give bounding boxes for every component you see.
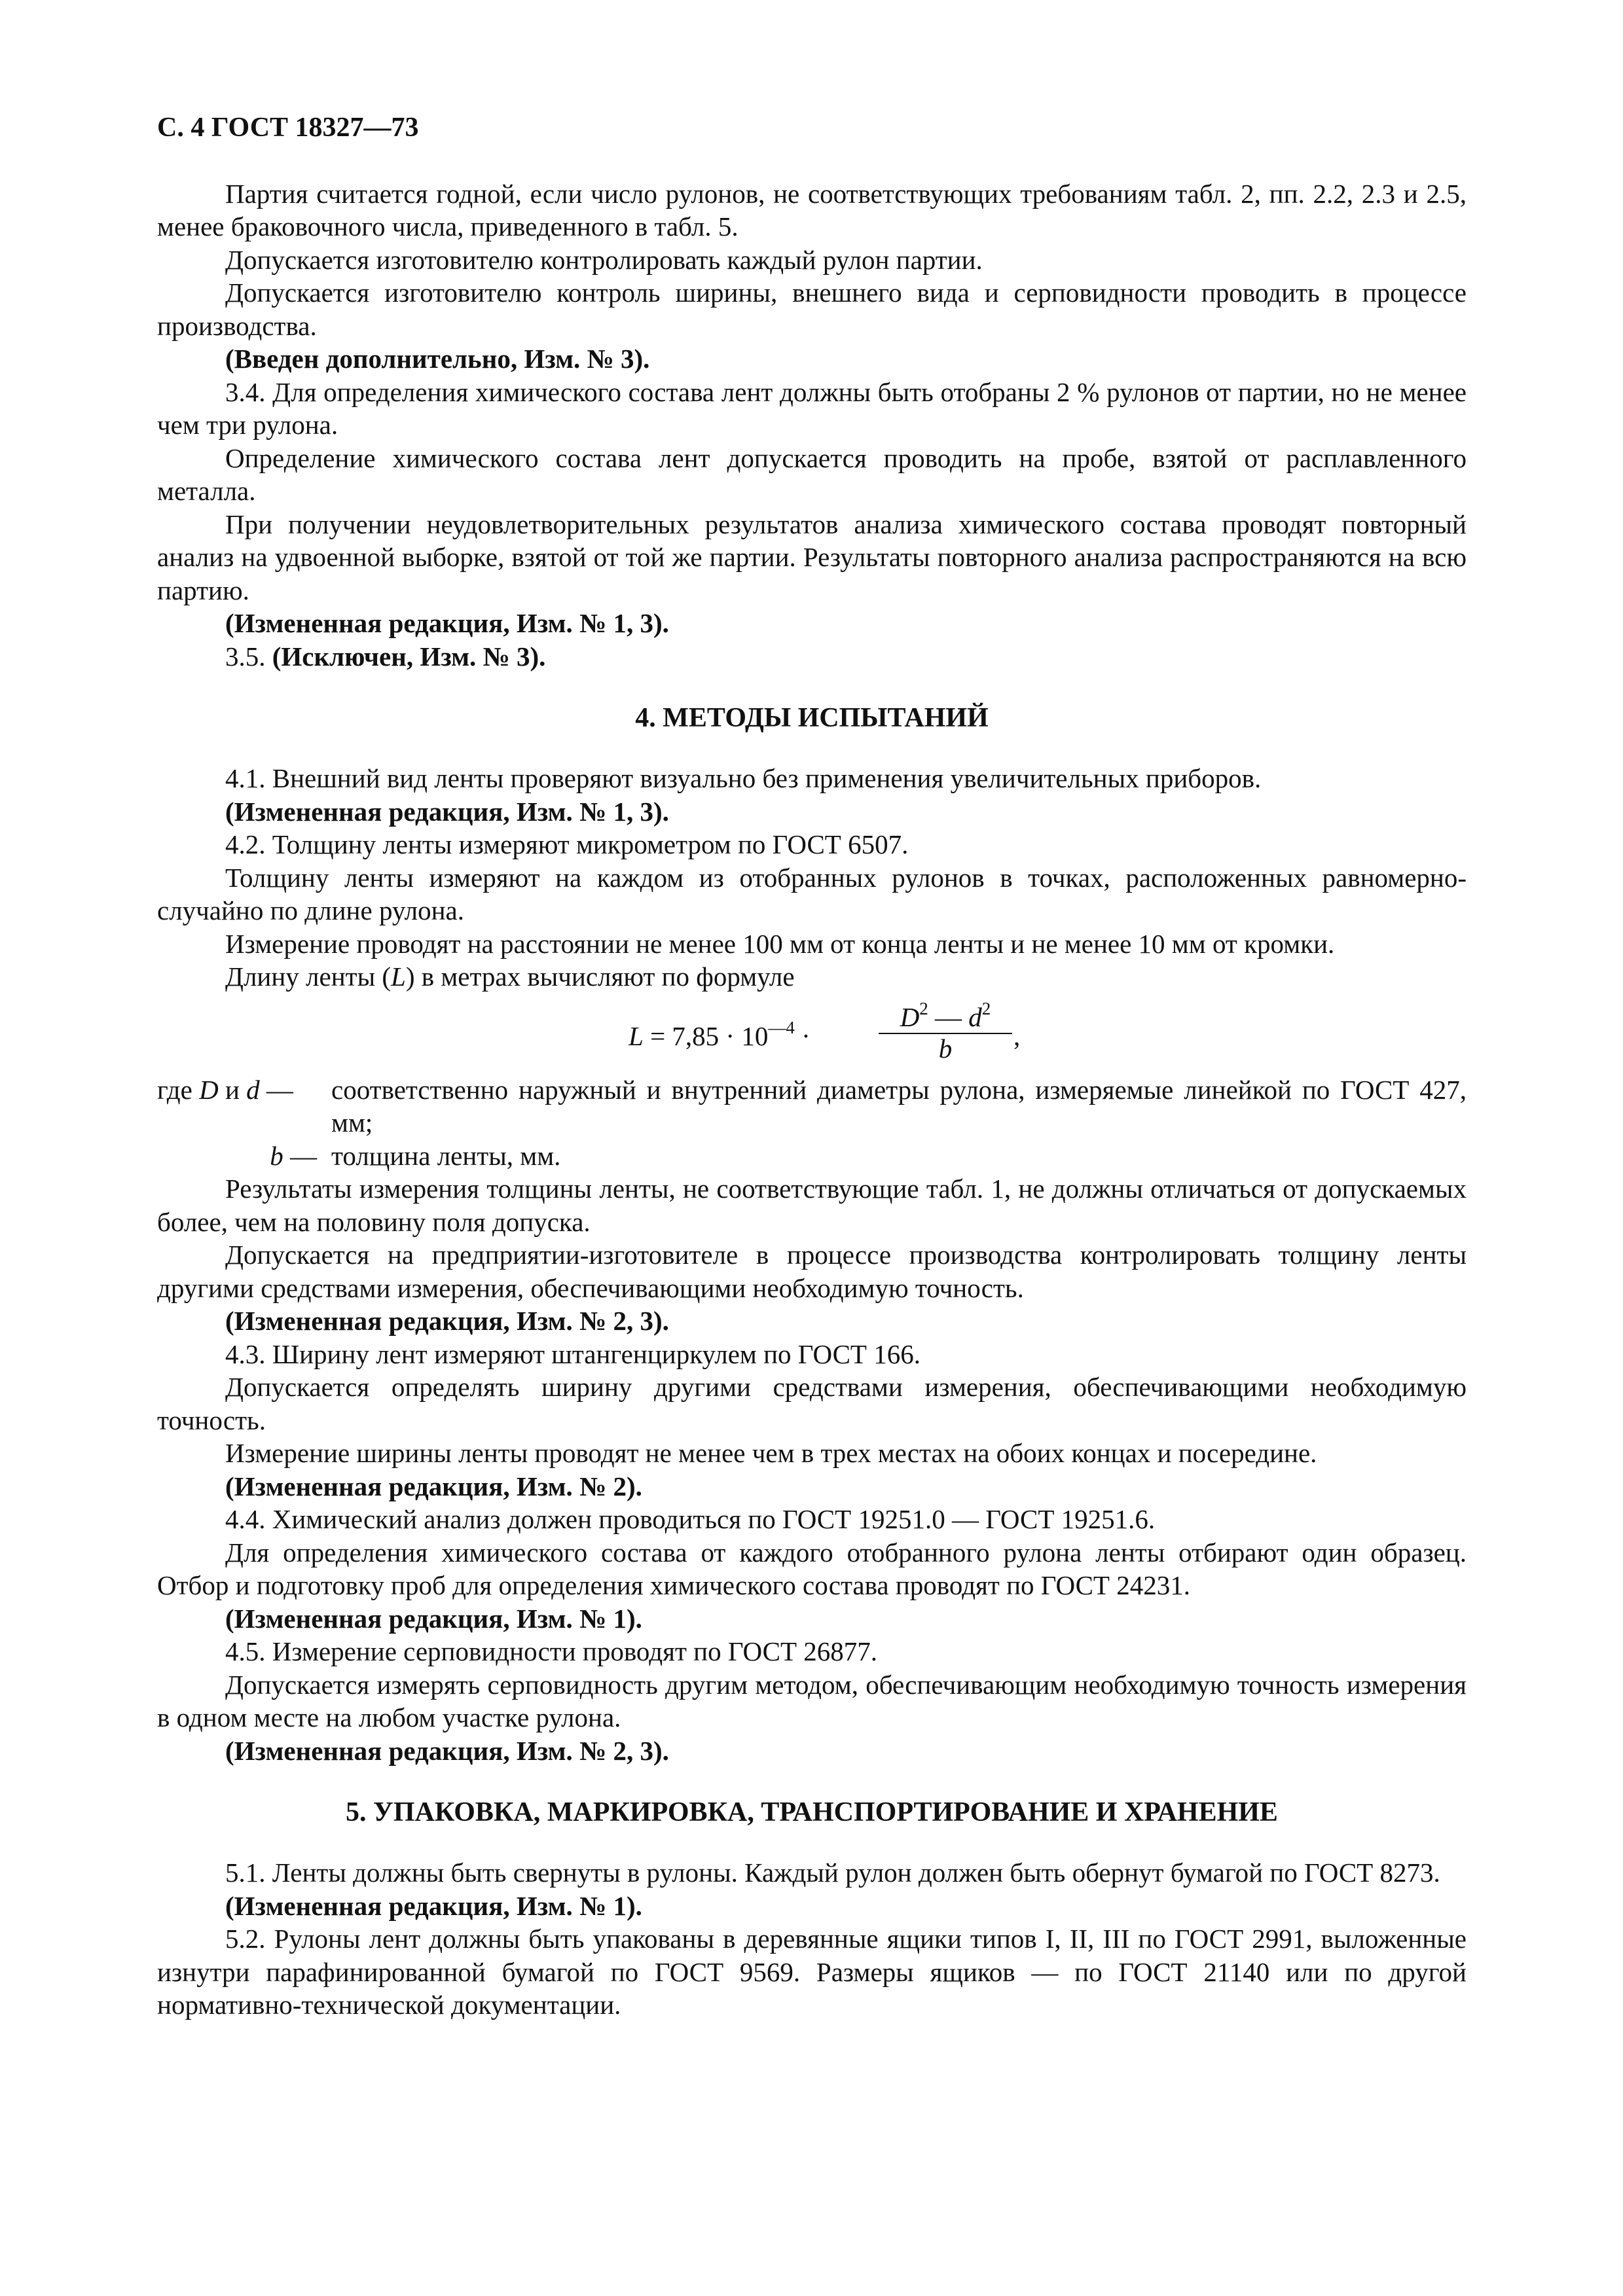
where-item-thickness xyxy=(157,1139,1467,1173)
clause-4-4: 4.4. Химический анализ должен проводиться по ГОСТ 19251.0 — ГОСТ 19251.6. xyxy=(225,1504,1156,1534)
paragraph: Допускается измерять серповидность другим методом, обеспечивающим необходимую точность измерения в одном месте на любом участке рулона. xyxy=(157,1669,1467,1732)
formula-denominator: b xyxy=(938,1033,953,1064)
formula-fraction xyxy=(879,998,1012,1064)
paragraph: Результаты измерения толщины ленты, не соответствующие табл. 1, не должны отличаться от допускаемых более, чем на половину поля допуска. xyxy=(157,1174,1467,1237)
paragraph: Определение химического состава лент допускается проводить на пробе, взятой от расплавленного металла. xyxy=(157,442,1467,506)
paragraph: Измерение ширины ленты проводят не менее чем в трех местах на обоих концах и посередине. xyxy=(225,1438,1317,1468)
clause-5-2: 5.2. Рулоны лент должны быть упакованы в деревянные ящики типов I, II, III по ГОСТ 2991, выложенные изнутри парафинированной бумагой по ГОСТ 9569. Размеры ящиков — по ГОСТ 21140 или по другой нормативно-технической документации. xyxy=(157,1924,1467,2020)
clause-4-5: 4.5. Измерение серповидности проводят по ГОСТ 26877. xyxy=(225,1636,878,1666)
where-item-diameters xyxy=(157,1073,1467,1139)
amendment-note: (Измененная редакция, Изм. № 1, 3). xyxy=(225,608,669,638)
amendment-note: (Введен дополнительно, Изм. № 3). xyxy=(225,344,650,374)
clause-4-1: 4.1. Внешний вид ленты проверяют визуально без применения увеличительных приборов. xyxy=(225,763,1262,793)
clause-4-2: 4.2. Толщину ленты измеряют микрометром по ГОСТ 6507. xyxy=(225,829,909,859)
paragraph: Допускается определять ширину другими средствами измерения, обеспечивающими необходимую точность. xyxy=(157,1372,1467,1435)
paragraph: Допускается на предприятии-изготовителе в процессе производства контролировать толщину ленты другими средствами измерения, обеспечивающими необходимую точность. xyxy=(157,1240,1467,1303)
formula-lhs: $L = 7,85 \cdot 10^{—4}$ · xyxy=(629,1017,811,1051)
formula-numerator: $D^2$ — $d^2$ xyxy=(879,1003,1012,1034)
formula-intro: Длину ленты (L) в метрах вычисляют по формуле xyxy=(225,961,795,992)
clause-5-1: 5.1. Ленты должны быть свернуты в рулоны. Каждый рулон должен быть обернут бумагой по ГОСТ 8273. xyxy=(225,1857,1440,1888)
page-header: С. 4 ГОСТ 18327—73 xyxy=(157,113,419,143)
amendment-note: (Измененная редакция, Изм. № 1). xyxy=(225,1890,642,1921)
where-label: b — xyxy=(270,1140,317,1171)
clause-3-4: 3.4. Для определения химического состава лент должны быть отобраны 2 % рулонов от партии, но не менее чем три рулона. xyxy=(157,376,1467,440)
paragraph: Партия считается годной, если число рулонов, не соответствующих требованиям табл. 2, пп. 2.2, 2.3 и 2.5, менее браковочного числа, приведенного в табл. 5. xyxy=(157,178,1467,242)
amendment-note: (Исключен, Изм. № 3). xyxy=(272,641,546,672)
amendment-note: (Измененная редакция, Изм. № 1). xyxy=(225,1603,642,1634)
amendment-note: (Измененная редакция, Изм. № 2). xyxy=(225,1471,642,1501)
where-text: соответственно наружный и внутренний диаметры рулона, измеряемые линейкой по ГОСТ 427, мм; xyxy=(331,1074,1467,1138)
paragraph: Толщину ленты измеряют на каждом из отобранных рулонов в точках, расположенных равномерно-случайно по длине рулона. xyxy=(157,862,1467,925)
length-formula: $L = 7,85 \cdot 10^{—4}$ · $\frac{D^2 — d^2}{b}$ , xyxy=(629,998,1021,1064)
section-title-4: 4. МЕТОДЫ ИСПЫТАНИЙ xyxy=(635,703,989,733)
where-label: где D и d — xyxy=(157,1074,293,1105)
document-page xyxy=(157,111,1467,2022)
paragraph: Для определения химического состава от каждого отобранного рулона ленты отбирают один образец. Отбор и подготовку проб для определения химического состава проводят по ГОСТ 24231. xyxy=(157,1537,1467,1600)
paragraph: Допускается изготовителю контролировать каждый рулон партии. xyxy=(225,244,983,275)
paragraph: При получении неудовлетворительных результатов анализа химического состава проводят повторный анализ на удвоенной выборке, взятой от той же партии. Результаты повторного анализа распространяются на всю партию. xyxy=(157,509,1467,605)
clause-3-5 xyxy=(157,640,1467,673)
section-title-5: 5. УПАКОВКА, МАРКИРОВКА, ТРАНСПОРТИРОВАНИЕ И ХРАНЕНИЕ xyxy=(346,1797,1278,1827)
amendment-note: (Измененная редакция, Изм. № 2, 3). xyxy=(225,1735,669,1766)
amendment-note: (Измененная редакция, Изм. № 2, 3). xyxy=(225,1306,669,1336)
amendment-note: (Измененная редакция, Изм. № 1, 3). xyxy=(225,796,669,827)
where-text: толщина ленты, мм. xyxy=(331,1140,561,1171)
paragraph: Допускается изготовителю контроль ширины, внешнего вида и серповидности проводить в процессе производства. xyxy=(157,278,1467,341)
clause-4-3: 4.3. Ширину лент измеряют штангенциркулем по ГОСТ 166. xyxy=(225,1338,921,1369)
clause-number: 3.5. xyxy=(225,641,266,672)
paragraph: Измерение проводят на расстоянии не менее 100 мм от конца ленты и не менее 10 мм от кромки. xyxy=(225,928,1335,959)
